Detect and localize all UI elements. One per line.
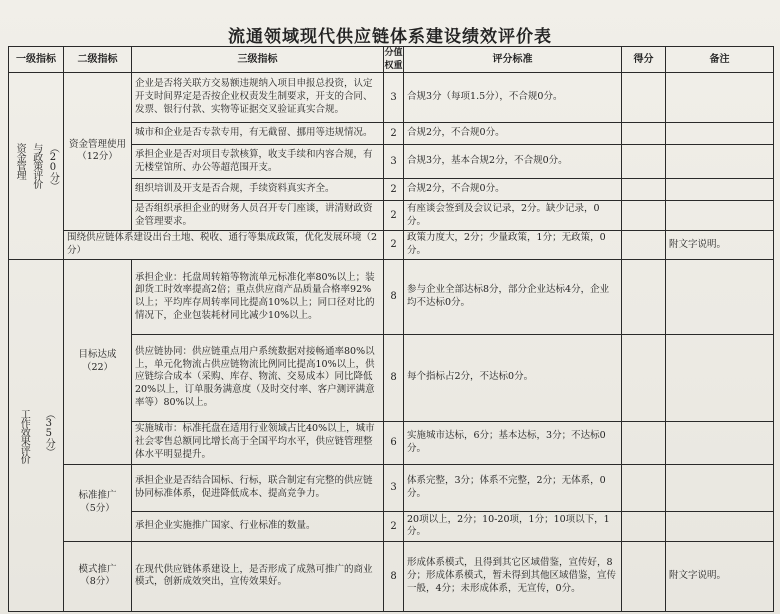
criteria-text: 实施城市达标，6分；基本达标，3分；不达标0分。 — [404, 421, 622, 464]
l3-text: 在现代供应链体系建设上，是否形成了成熟可推广的商业模式，创新成效突出，宣传效果好。 — [132, 541, 384, 611]
score-cell — [622, 421, 666, 464]
weight-value: 2 — [384, 178, 404, 201]
remarks-cell — [666, 421, 774, 464]
score-cell — [622, 122, 666, 145]
weight-value: 2 — [384, 512, 404, 542]
l2-points: （8分） — [80, 576, 115, 588]
remarks-cell — [666, 178, 774, 201]
l2-name: 模式推广 — [78, 563, 117, 575]
l3-text: 是否组织承担企业的财务人员召开专门座谈，讲清财政资金管理要求。 — [132, 201, 384, 231]
l2-name: 资金管理使用 — [68, 138, 126, 150]
l3-text: 组织培训及开支是否合规，手续资料真实齐全。 — [132, 178, 384, 201]
header-l1: 一级指标 — [9, 47, 64, 73]
weight-value: 8 — [384, 541, 404, 611]
weight-value: 3 — [384, 464, 404, 512]
header-score: 得分 — [622, 47, 666, 73]
l3-text: 承担企业：托盘周转箱等物流单元标准化率80%以上；装卸货工时效率提高2倍；重点供应商产品质量合格率92%以上；平均库存周转率同比提高10%以上；同口径对比的情况下，企业包装耗材同比减少10%以上。 — [132, 260, 384, 334]
remarks-cell — [666, 73, 774, 123]
table-row — [9, 230, 774, 260]
header-l2: 二级指标 — [64, 47, 132, 73]
criteria-text: 政策力度大，2分；少量政策，1分；无政策，0分。 — [404, 230, 622, 260]
weight-value: 3 — [384, 73, 404, 123]
l2-cell-model — [64, 541, 132, 611]
table-row — [9, 260, 774, 334]
remarks-cell — [666, 201, 774, 231]
l1-label-line1: 工作效果评价 — [18, 408, 30, 463]
criteria-text: 合规2分，不合规0分。 — [404, 178, 622, 201]
l2-name: 目标达成 — [78, 349, 117, 361]
score-cell — [622, 178, 666, 201]
remarks-cell — [666, 334, 774, 421]
score-cell — [622, 541, 666, 611]
remarks-text: 附文字说明。 — [666, 541, 774, 611]
l1-label-line1: 资金管理 — [14, 142, 26, 179]
criteria-text: 有座谈会签到及会议记录，2分。缺少记录，0分。 — [404, 201, 622, 231]
l3-text: 围绕供应链体系建设出台土地、税收、通行等集成政策，优化发展环境（2分） — [64, 230, 384, 260]
l2-points: （22） — [81, 361, 114, 373]
l1-label-line3: （20分） — [47, 142, 59, 190]
criteria-text: 合规2分，不合规0分。 — [404, 122, 622, 145]
score-cell — [622, 73, 666, 123]
l2-points: （12分） — [77, 151, 118, 163]
criteria-text: 形成体系模式，且得到其它区域借鉴，宣传好，8分；形成体系模式，暂未得到其他区域借鉴，宣传一般，4分；未形成体系，无宣传，0分。 — [404, 541, 622, 611]
l1-label-line2: 与政策评价 — [30, 142, 42, 188]
weight-value: 8 — [384, 260, 404, 334]
table-row — [9, 464, 774, 512]
score-cell — [622, 145, 666, 178]
weight-value: 3 — [384, 145, 404, 178]
remarks-cell — [666, 464, 774, 512]
remarks-cell — [666, 512, 774, 542]
l3-text: 实施城市：标准托盘在适用行业领域占比40%以上，城市社会零售总额同比增长高于全国平均水平，供应链管理整体水平明显提升。 — [132, 421, 384, 464]
score-cell — [622, 230, 666, 260]
score-cell — [622, 334, 666, 421]
remarks-cell — [666, 145, 774, 178]
criteria-text: 合规3分（每项1.5分），不合规0分。 — [404, 73, 622, 123]
l3-text: 企业是否将关联方交易额违规纳入项目申报总投资，认定开支时间界定是否按企业权责发生制要求，开支的合同、发票、银行付款、实物等证据交叉验证真实合规。 — [132, 73, 384, 123]
page-title: 流通领域现代供应链体系建设绩效评价表 — [228, 27, 552, 47]
l1-cell-funds-policy — [9, 73, 64, 260]
score-cell — [622, 464, 666, 512]
weight-value: 2 — [384, 201, 404, 231]
table-row — [9, 73, 774, 123]
criteria-text: 参与企业全部达标8分，部分企业达标4分，企业均不达标0分。 — [404, 260, 622, 334]
weight-value: 8 — [384, 334, 404, 421]
table-row — [9, 541, 774, 611]
header-l3: 三级指标 — [132, 47, 384, 73]
l2-name: 标准推广 — [78, 489, 117, 501]
score-cell — [622, 260, 666, 334]
criteria-text: 合规3分，基本合规2分，不合规0分。 — [404, 145, 622, 178]
remarks-cell — [666, 260, 774, 334]
remarks-text: 附文字说明。 — [666, 230, 774, 260]
l2-cell-target — [64, 260, 132, 464]
l3-text: 供应链协同：供应链重点用户系统数据对接畅通率80%以上，单元化物流占供应链物流比例同比提高10%以上，供应链综合成本（采购、库存、物流、交易成本）同比降低20%以上，订单服务满意度（及时交付率、客户测评满意率等）80%以上。 — [132, 334, 384, 421]
l2-points: （5分） — [80, 502, 115, 514]
l3-text: 承担企业实施推广国家、行业标准的数量。 — [132, 512, 384, 542]
weight-value: 2 — [384, 230, 404, 260]
l2-cell-standard — [64, 464, 132, 541]
l1-cell-work-effect — [9, 260, 64, 612]
l3-text: 城市和企业是否专款专用，有无截留、挪用等违规情况。 — [132, 122, 384, 145]
l3-text: 承担企业是否对项目专款核算，收支手续和内容合规，有无楼堂馆所、办公等超范围开支。 — [132, 145, 384, 178]
criteria-text: 每个指标占2分，不达标0分。 — [404, 334, 622, 421]
score-cell — [622, 201, 666, 231]
header-row — [9, 47, 774, 73]
l3-text: 承担企业是否结合国标、行标，联合制定有完整的供应链协同标准体系，促进降低成本、提高竞争力。 — [132, 464, 384, 512]
l1-label-line2: （35分） — [43, 408, 55, 456]
weight-value: 6 — [384, 421, 404, 464]
weight-value: 2 — [384, 122, 404, 145]
header-weight: 分值权重 — [384, 47, 404, 73]
score-cell — [622, 512, 666, 542]
criteria-text: 20项以上，2分；10-20项，1分；10项以下，1分。 — [404, 512, 622, 542]
l2-cell-funds — [64, 73, 132, 231]
criteria-text: 体系完整，3分；体系不完整，2分；无体系，0分。 — [404, 464, 622, 512]
header-criteria: 评分标准 — [404, 47, 622, 73]
evaluation-table — [8, 46, 774, 612]
header-remarks: 备注 — [666, 47, 774, 73]
remarks-cell — [666, 122, 774, 145]
